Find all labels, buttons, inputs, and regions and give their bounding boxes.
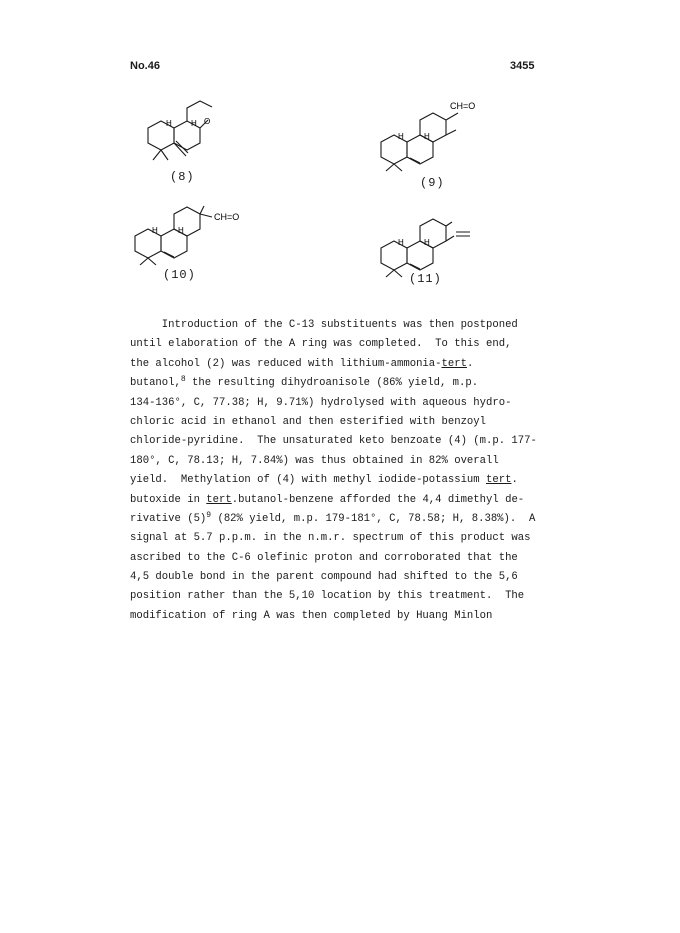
journal-issue-number: No.46 [130,60,160,72]
body-paragraph [130,316,550,626]
h-label: H [166,119,172,128]
structure-9-label: (9) [420,176,445,190]
text-segment: . [511,474,518,487]
structure-11 [376,210,486,280]
body-line [130,374,550,393]
body-line [130,413,550,432]
body-line [130,335,550,354]
text-segment: Introduction of the C-13 substituents was then postponed [130,319,518,331]
text-segment: 134-136°, C, 77.38; H, 9.71%) hydrolysed with aqueous hydro- [130,396,512,409]
text-segment: until elaboration of the A ring was completed. To this end, [130,338,512,351]
page-number: 3455 [510,60,535,72]
body-line [130,510,550,529]
body-line [130,355,550,374]
text-segment: ascribed to the C-6 olefinic proton and corroborated that the [130,551,518,564]
structure-10-label: (10) [163,268,196,282]
h-label: H [152,226,158,235]
text-segment: 180°, C, 78.13; H, 7.84%) was thus obtained in 82% overall [130,454,499,467]
structure-8 [128,88,218,168]
structure-8-drawing [128,88,218,168]
h-label: H [424,132,430,141]
h-label: H [178,226,184,235]
h-label: H [398,132,404,141]
text-segment: chloride-pyridine. The unsaturated keto benzoate (4) (m.p. 177- [130,435,537,448]
body-line [130,452,550,471]
text-segment: butoxide in [130,493,207,506]
structure-9-drawing [376,92,486,172]
body-line [130,568,550,587]
text-segment: yield. Methylation of (4) with methyl iodide-potassium [130,474,487,487]
structure-10 [130,198,250,268]
body-line [130,549,550,568]
structure-11-drawing [376,210,486,280]
aldehyde-label: CH=O [450,101,476,111]
structure-11-label: (11) [409,272,442,286]
h-label: H [191,119,197,128]
body-line [130,529,550,548]
h-label: H [424,238,430,247]
text-segment: . [466,357,474,370]
text-segment: (82% yield, m.p. 179-181°, C, 78.58; H, 8.38%). A [211,512,536,525]
text-segment: .butanol-benzene afforded the 4,4 dimethyl de- [231,493,525,506]
body-line [130,607,550,626]
body-line [130,316,550,335]
text-segment: chloric acid in ethanol and then esterified with benzoyl [130,415,487,428]
text-segment: the alcohol (2) was reduced with lithium-ammonia- [130,357,442,370]
body-line [130,471,550,490]
text-segment: butanol, [130,377,181,390]
body-line [130,394,550,413]
text-segment: signal at 5.7 p.p.m. in the n.m.r. spectrum of this product was [130,532,531,545]
text-segment: position rather than the 5,10 location by this treatment. The [130,590,525,603]
text-segment: tert [206,493,232,506]
body-line [130,432,550,451]
structure-9 [376,92,486,172]
h-label: H [398,238,404,247]
text-segment: the resulting dihydroanisole (86% yield, m.p. [185,377,479,390]
aldehyde-label: CH=O [214,212,240,222]
text-segment: tert [486,474,512,487]
text-segment: modification of ring A was then completed by Huang Minlon [130,609,493,622]
text-segment: 4,5 double bond in the parent compound had shifted to the 5,6 [130,571,518,584]
text-segment: rivative (5) [130,512,207,525]
body-line [130,587,550,606]
oxygen-label: O [204,117,211,126]
footnote-reference: 8 [180,375,186,385]
footnote-reference: 9 [206,510,212,520]
text-segment: tert [441,357,467,370]
body-line [130,491,550,510]
structure-8-label: (8) [170,170,195,184]
structure-10-drawing [130,198,250,268]
